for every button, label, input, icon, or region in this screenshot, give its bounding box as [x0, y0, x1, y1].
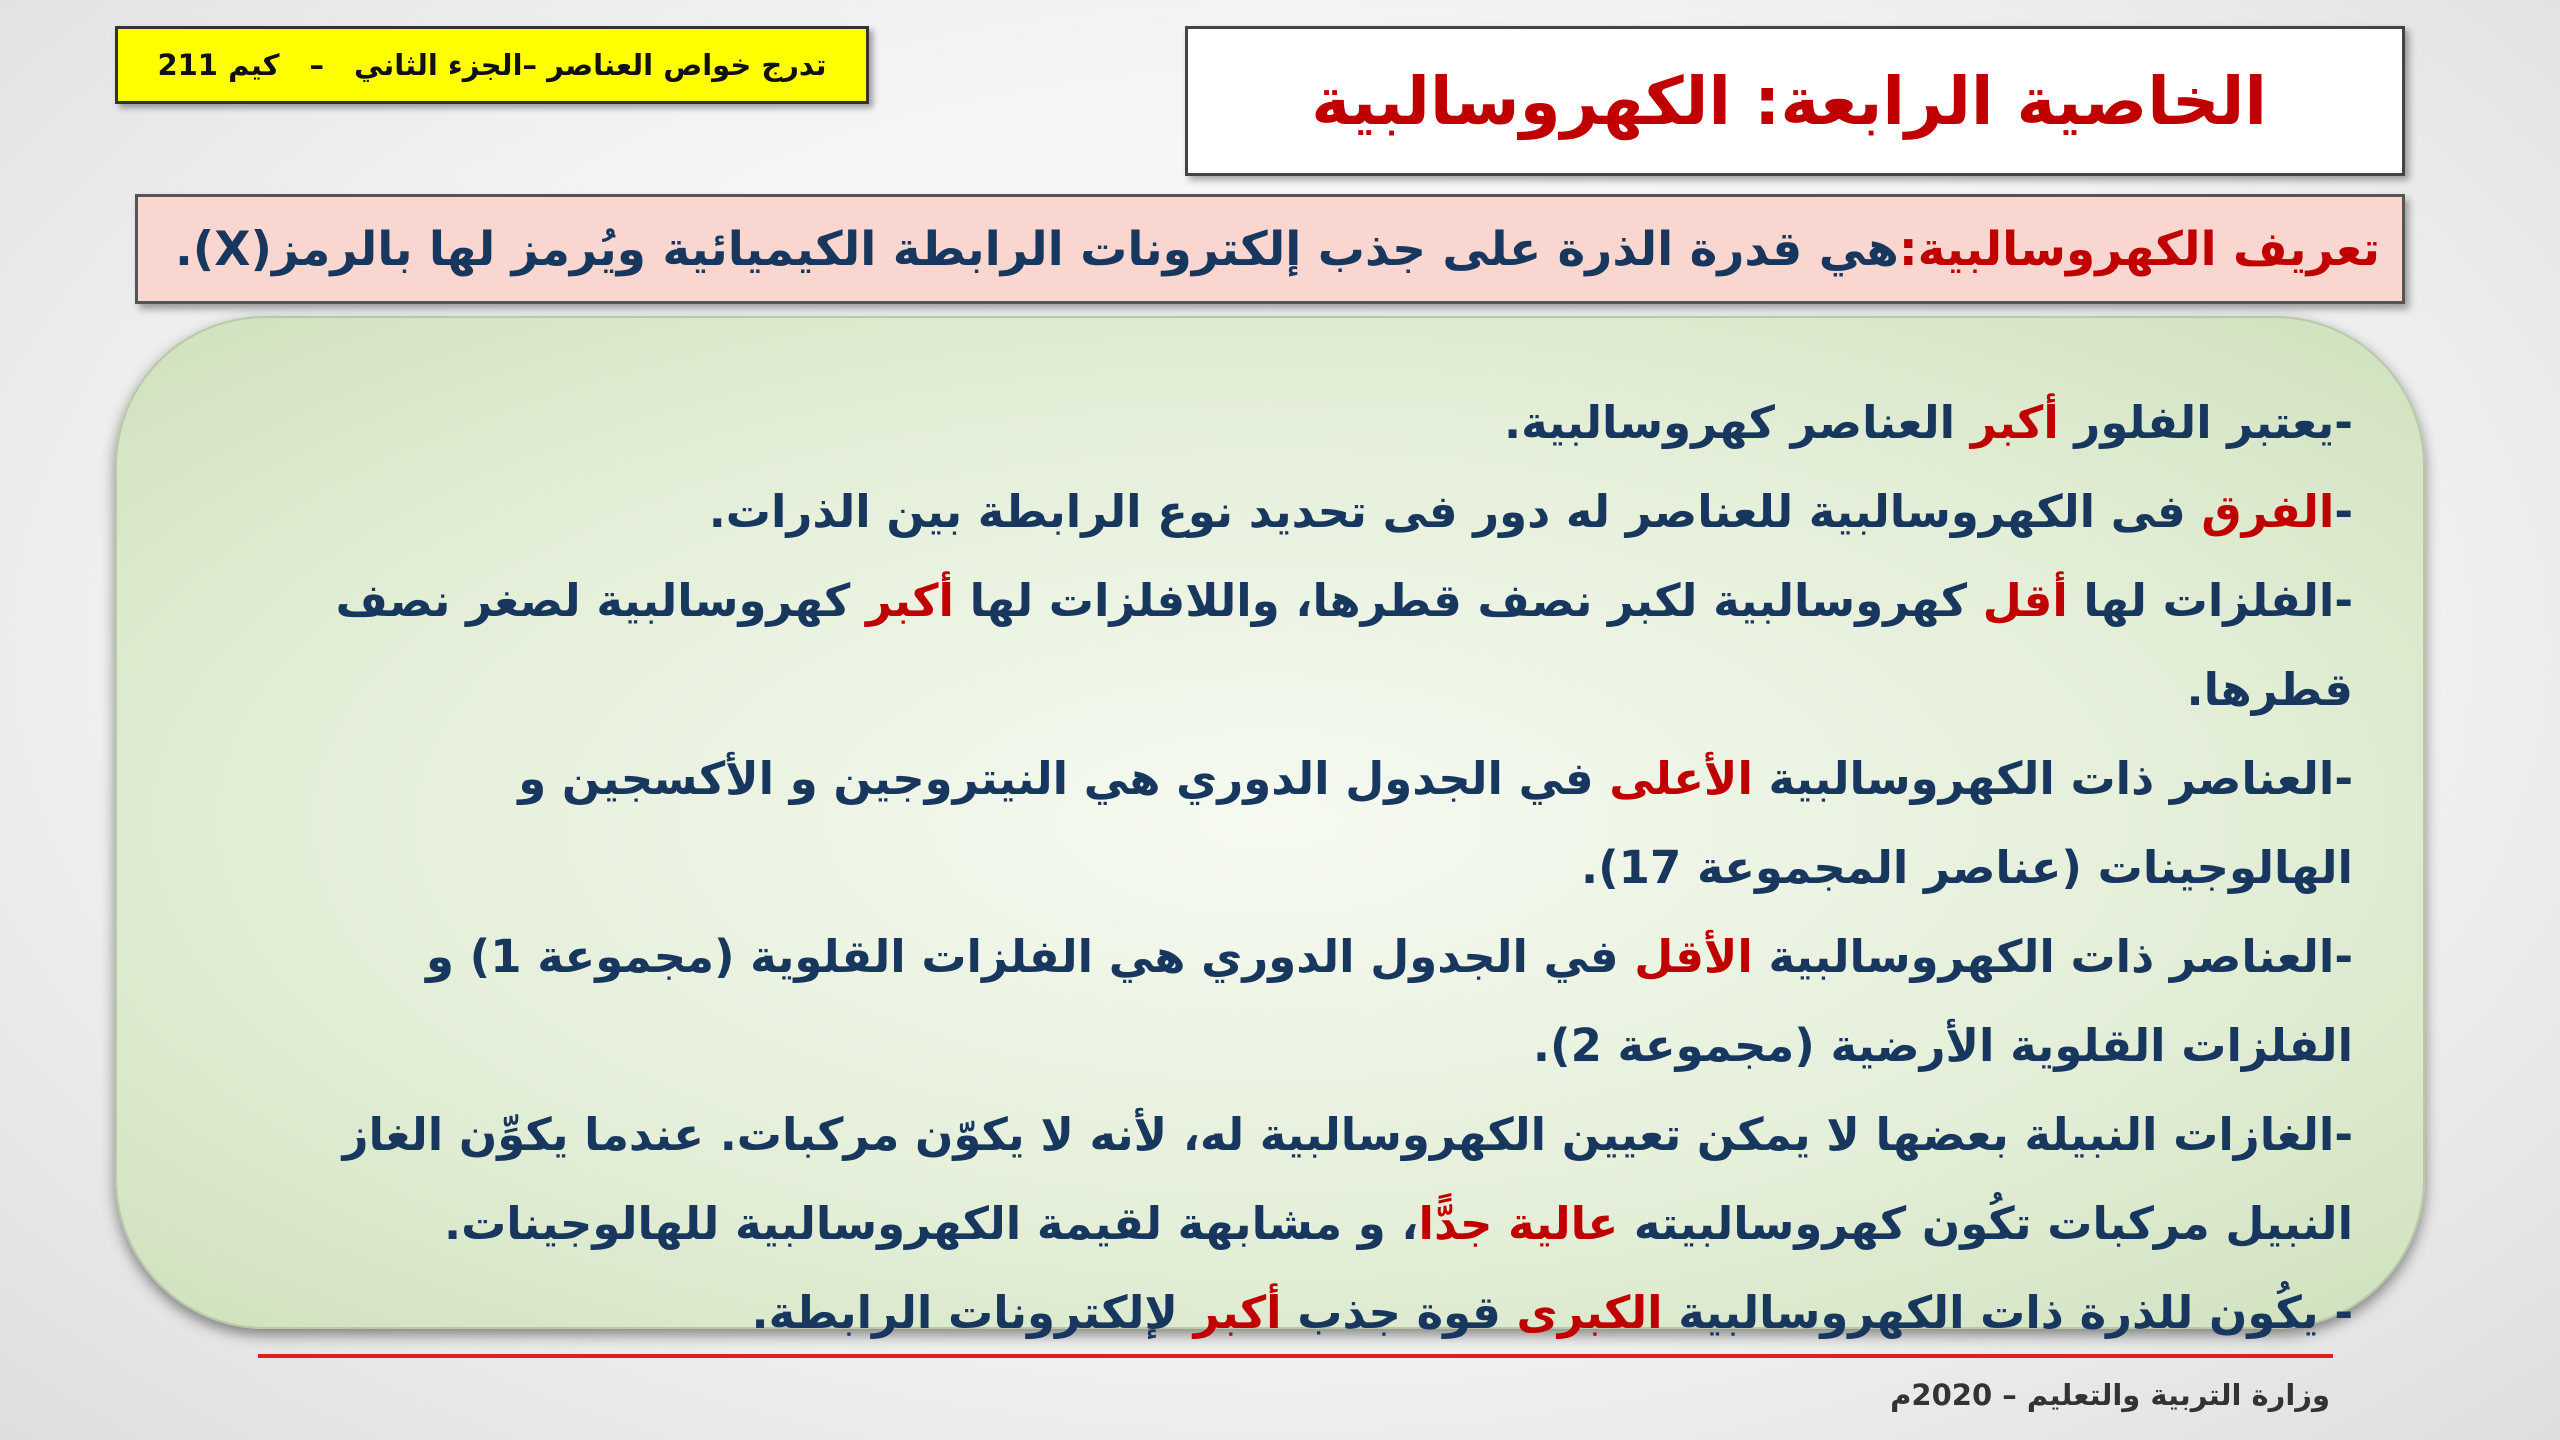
paragraph-text: ، و مشابهة لقيمة الكهروسالبية للهالوجينات.	[443, 1197, 1419, 1250]
content-paragraph-noble-gases	[313, 1090, 2353, 1268]
content-paragraph-difference	[313, 467, 2353, 556]
paragraph-text: -العناصر ذات الكهروسالبية	[1752, 930, 2353, 983]
content-panel	[115, 316, 2425, 1339]
content-paragraph-attraction	[313, 1268, 2353, 1357]
highlight-text: أكبر	[1970, 396, 2059, 449]
paragraph-text: كهروسالبية لصغر نصف قطرها.	[335, 574, 2353, 716]
paragraph-text: العناصر كهروسالبية.	[1503, 396, 1971, 449]
footer-divider	[258, 1354, 2333, 1358]
paragraph-text: في الجدول الدوري هي النيتروجين و الأكسجين و الهالوجينات (عناصر المجموعة 17).	[518, 752, 2353, 894]
course-tag-title: تدرج خواص العناصر –الجزء الثاني	[354, 48, 827, 82]
highlight-text: أكبر	[1193, 1286, 1282, 1339]
course-tag-code: كيم 211	[157, 48, 280, 82]
paragraph-text: -يعتبر الفلور	[2058, 396, 2353, 449]
course-tag-separator: –	[309, 48, 325, 82]
title-box	[1185, 26, 2405, 176]
paragraph-text: كهروسالبية لكبر نصف قطرها، واللافلزات لها	[953, 574, 1983, 627]
content-paragraph-metals	[313, 556, 2353, 734]
paragraph-text: -الفلزات لها	[2067, 574, 2353, 627]
highlight-text: الأعلى	[1609, 752, 1753, 805]
highlight-text: الكبرى	[1516, 1286, 1663, 1339]
definition-term: تعريف الكهروسالبية:	[1898, 221, 2380, 277]
highlight-text: أقل	[1982, 574, 2068, 627]
highlight-text: أكبر	[865, 574, 954, 627]
course-tag	[115, 26, 869, 104]
content-paragraph-lowest	[313, 912, 2353, 1090]
paragraph-text: لإلكترونات الرابطة.	[751, 1286, 1194, 1339]
paragraph-text: - يكُون للذرة ذات الكهروسالبية	[1662, 1286, 2353, 1339]
definition-text: هي قدرة الذرة على جذب إلكترونات الرابطة الكيميائية ويُرمز لها بالرمز(X).	[174, 221, 1899, 277]
paragraph-text: قوة جذب	[1281, 1286, 1517, 1339]
highlight-text: الأقل	[1634, 930, 1753, 983]
slide-title: الخاصية الرابعة: الكهروسالبية	[1311, 62, 2267, 140]
paragraph-text: -	[2334, 485, 2353, 538]
paragraph-text: فى الكهروسالبية للعناصر له دور فى تحديد نوع الرابطة بين الذرات.	[708, 485, 2202, 538]
paragraph-text: -العناصر ذات الكهروسالبية	[1752, 752, 2353, 805]
content-paragraph-highest	[313, 734, 2353, 912]
content-list	[313, 378, 2353, 1357]
highlight-text: عالية جدًّا	[1418, 1197, 1619, 1250]
highlight-text: الفرق	[2201, 485, 2335, 538]
content-paragraph-fluorine	[313, 378, 2353, 467]
footer-ministry: وزارة التربية والتعليم – 2020م	[1890, 1378, 2330, 1412]
paragraph-text: في الجدول الدوري هي الفلزات القلوية (مجموعة 1) و الفلزات القلوية الأرضية (مجموعة 2).	[426, 930, 2353, 1072]
paragraph-text: -الغازات النبيلة بعضها لا يمكن تعيين الكهروسالبية له، لأنه لا يكوّن مركبات. عندما يكوِّن الغاز النبيل مركبات تكُون كهروسالبيته	[342, 1108, 2353, 1250]
definition-box	[135, 194, 2405, 304]
